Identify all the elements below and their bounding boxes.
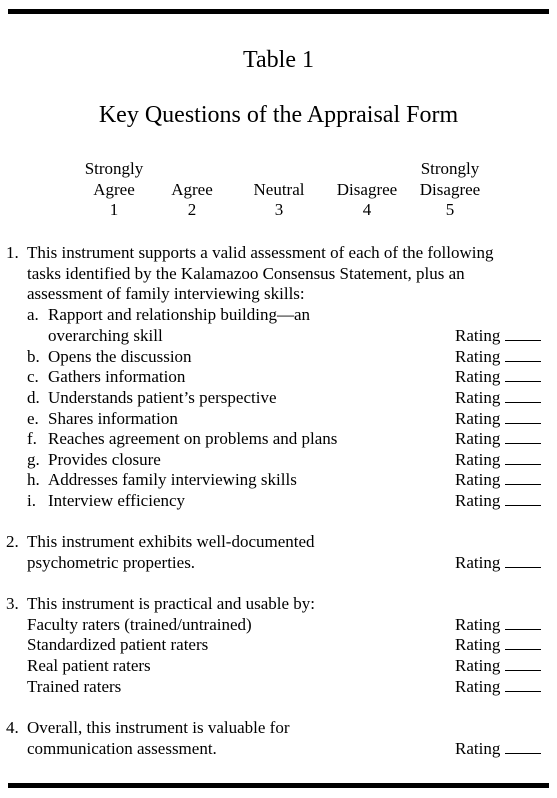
question-3-text: This instrument is practical and usable by: (27, 594, 315, 613)
item-text: Addresses family interviewing skills (48, 470, 297, 489)
rating-label: Rating (455, 470, 501, 489)
rating-field[interactable] (455, 553, 541, 573)
item-letter: i. (27, 491, 36, 510)
rating-blank[interactable] (505, 615, 541, 630)
rating-label: Rating (455, 409, 501, 428)
rating-label: Rating (455, 615, 501, 634)
rating-blank[interactable] (505, 491, 541, 506)
item-letter: h. (27, 470, 40, 489)
rating-label: Rating (455, 491, 501, 510)
scale-label-line2: Agree (171, 179, 213, 199)
rating-blank[interactable] (505, 739, 541, 754)
question-line: communication assessment. (27, 738, 217, 758)
rating-field[interactable] (455, 739, 541, 759)
rating-blank[interactable] (505, 367, 541, 382)
scale-label-line1 (322, 159, 412, 180)
rating-field[interactable] (455, 635, 541, 655)
rating-blank[interactable] (505, 347, 541, 362)
question-line: psychometric properties. (27, 552, 196, 572)
rating-field[interactable] (455, 429, 541, 449)
item-letter: g. (27, 450, 40, 469)
question-1-text (27, 243, 493, 305)
rating-field[interactable] (455, 367, 541, 387)
scale-agree (147, 159, 237, 221)
rating-field[interactable] (455, 615, 541, 635)
rating-label: Rating (455, 635, 501, 654)
rating-label: Rating (455, 677, 501, 696)
scale-label-line1: Strongly (420, 159, 480, 178)
item-letter: a. (27, 305, 39, 324)
question-number: 2. (6, 532, 19, 551)
scale-value: 5 (445, 200, 455, 219)
rating-blank[interactable] (505, 429, 541, 444)
rating-label: Rating (455, 388, 501, 407)
rating-blank[interactable] (505, 553, 541, 568)
rating-field[interactable] (455, 470, 541, 490)
rating-blank[interactable] (505, 326, 541, 341)
scale-strongly-agree (69, 159, 159, 221)
table-title: Key Questions of the Appraisal Form (98, 102, 459, 128)
rating-field[interactable] (455, 409, 541, 429)
rating-label: Rating (455, 739, 501, 758)
item-text: Provides closure (48, 450, 161, 469)
rating-field[interactable] (455, 326, 541, 346)
item-text: Gathers information (48, 367, 186, 386)
rating-label: Rating (455, 347, 501, 366)
scale-label-line2: Disagree (419, 179, 481, 199)
item-text: Standardized patient raters (27, 635, 209, 654)
item-text: Reaches agreement on problems and plans (48, 429, 338, 448)
rating-blank[interactable] (505, 388, 541, 403)
scale-label-line2: Agree (93, 179, 135, 199)
scale-label-line1 (147, 159, 237, 180)
scale-disagree (322, 159, 412, 221)
question-line: assessment of family interviewing skills: (27, 284, 305, 303)
bottom-rule (8, 783, 549, 788)
rating-field[interactable] (455, 491, 541, 511)
top-rule (8, 9, 549, 14)
item-text: Real patient raters (27, 656, 151, 675)
rating-blank[interactable] (505, 450, 541, 465)
scale-label-line1: Strongly (84, 159, 144, 178)
item-letter: e. (27, 409, 39, 428)
item-line: Rapport and relationship building—an (48, 305, 311, 324)
item-text: Faculty raters (trained/untrained) (27, 615, 252, 634)
question-line: This instrument supports a valid assessment of each of the following (27, 243, 494, 262)
rating-field[interactable] (455, 347, 541, 367)
item-letter: d. (27, 388, 40, 407)
rating-label: Rating (455, 429, 501, 448)
question-line: tasks identified by the Kalamazoo Consensus Statement, plus an (27, 263, 465, 283)
question-line: This instrument exhibits well-documented (27, 532, 315, 551)
rating-blank[interactable] (505, 656, 541, 671)
rating-label: Rating (455, 656, 501, 675)
item-text: Shares information (48, 409, 178, 428)
item-text: Trained raters (27, 677, 122, 696)
rating-label: Rating (455, 326, 501, 345)
rating-field[interactable] (455, 677, 541, 697)
question-number: 4. (6, 718, 19, 737)
scale-label-line2: Neutral (253, 179, 305, 199)
rating-blank[interactable] (505, 635, 541, 650)
item-line: overarching skill (48, 325, 163, 345)
question-number: 3. (6, 594, 19, 613)
rating-label: Rating (455, 367, 501, 386)
scale-strongly-disagree (405, 159, 495, 221)
table-label: Table 1 (243, 47, 314, 73)
item-text: Interview efficiency (48, 491, 186, 510)
question-number: 1. (6, 243, 19, 262)
rating-blank[interactable] (505, 677, 541, 692)
item-text (48, 305, 310, 346)
scale-value: 4 (362, 200, 372, 219)
scale-label-line1 (234, 159, 324, 180)
rating-field[interactable] (455, 388, 541, 408)
scale-value: 2 (187, 200, 197, 219)
question-line: Overall, this instrument is valuable for (27, 718, 290, 737)
scale-neutral (234, 159, 324, 221)
rating-blank[interactable] (505, 470, 541, 485)
rating-blank[interactable] (505, 409, 541, 424)
item-letter: c. (27, 367, 39, 386)
scale-value: 3 (274, 200, 284, 219)
item-letter: f. (27, 429, 37, 448)
rating-field[interactable] (455, 450, 541, 470)
rating-label: Rating (455, 450, 501, 469)
item-letter: b. (27, 347, 40, 366)
item-text: Understands patient’s perspective (48, 388, 277, 407)
question-4-text (27, 718, 290, 759)
scale-value: 1 (109, 200, 119, 219)
question-2-text (27, 532, 315, 573)
scale-label-line2: Disagree (336, 179, 398, 199)
rating-field[interactable] (455, 656, 541, 676)
rating-label: Rating (455, 553, 501, 572)
item-text: Opens the discussion (48, 347, 192, 366)
